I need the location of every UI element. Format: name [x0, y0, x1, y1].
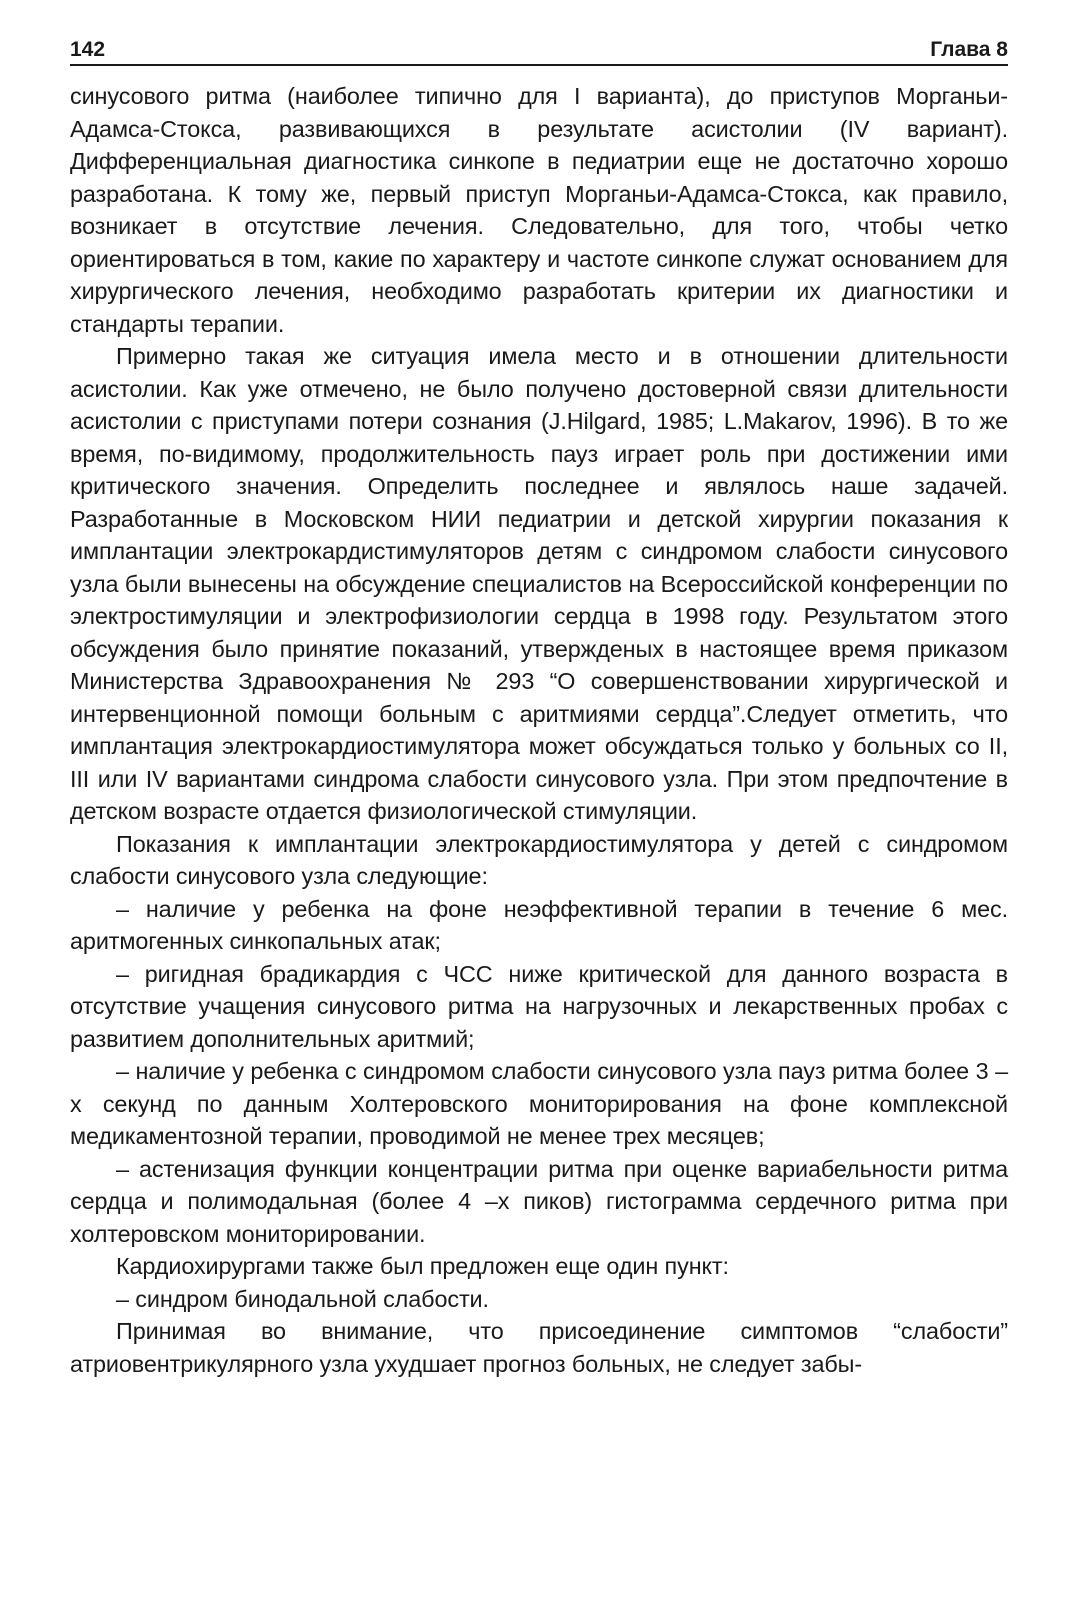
list-item: – астенизация функции концентрации ритма при оценке вариабельности ритма сердца и полимодальная (более 4 –х пиков) гистограмма сердечного ритма при холтеровском мониторировании.	[70, 1155, 1008, 1247]
chapter-label: Глава 8	[930, 38, 1008, 61]
list-item: – наличие у ребенка с синдромом слабости синусового узла пауз ритма более 3 –х секунд по данным Холтеровского мониторирования на фоне комплексной медикаментозной терапии, проводимой не менее трех месяцев;	[70, 1058, 1008, 1149]
paragraph-indications-intro: Показания к имплантации электрокардиостимулятора у детей с синдромом слабости синусового узла следующие:	[70, 830, 1008, 889]
paragraph: Принимая во внимание, что присоединение симптомов “слабости” атриовентрикулярного узла ухудшает прогноз больных, не следует забы-	[70, 1318, 1008, 1377]
paragraph-continuation: синусового ритма (наиболее типично для I варианта), до приступов Морганьи-Адамса-Стокса, развивающихся в результате асистолии (IV вариант). Дифференциальная диагностика синкопе в педиатрии еще не достаточно хорошо разработана. К тому же, первый приступ Морганьи-Адамса-Стокса, как правило, возникает в отсутствие лечения. Следовательно, для того, чтобы четко ориентироваться в том, какие по характеру и частоте синкопе служат основанием для хирургического лечения, необходимо разработать критерии их диагностики и стандарты терапии.	[70, 83, 1008, 337]
list-item: – синдром бинодальной слабости.	[116, 1285, 489, 1312]
list-item: – ригидная брадикардия с ЧСС ниже критической для данного возраста в отсутствие учащения синусового ритма на нагрузочных и лекарственных пробах с развитием дополнительных аритмий;	[70, 960, 1008, 1052]
running-header	[70, 24, 1008, 66]
list-item: – наличие у ребенка на фоне неэффективной терапии в течение 6 мес. аритмогенных синкопальных атак;	[70, 895, 1008, 954]
paragraph: Примерно такая же ситуация имела место и в отношении длительности асистолии. Как уже отмечено, не было получено достоверной связи длительности асистолии с приступами потери сознания (J.Hilgard, 1985; L.Makarov, 1996). В то же время, по-видимому, продолжительность пауз играет роль при достижении ими критического значения. Определить последнее и являлось наше задачей. Разработанные в Московском НИИ педиатрии и детской хирургии показания к имплантации электрокардистимуляторов детям с синдромом слабости синусового узла были вынесены на обсуждение специалистов на Всероссийской конференции по электростимуляции и электрофизиологии сердца в 1998 году. Результатом этого обсуждения было принятие показаний, утвержденых в настоящее время приказом Министерства Здравоохранения № 293 “О совершенствовании хирургической и интервенционной помощи больным с аритмиями сердца”.Следует отметить, что имплантация электрокардиостимулятора может обсуждаться только у больных со II, III или IV вариантами синдрома слабости синусового узла. При этом предпочтение в детском возрасте отдается физиологической стимуляции.	[70, 343, 1008, 824]
page-number: 142	[70, 38, 106, 61]
book-page	[70, 24, 1008, 1380]
body-text	[70, 80, 1008, 1380]
paragraph: Кардиохирургами также был предложен еще один пункт:	[116, 1253, 729, 1279]
